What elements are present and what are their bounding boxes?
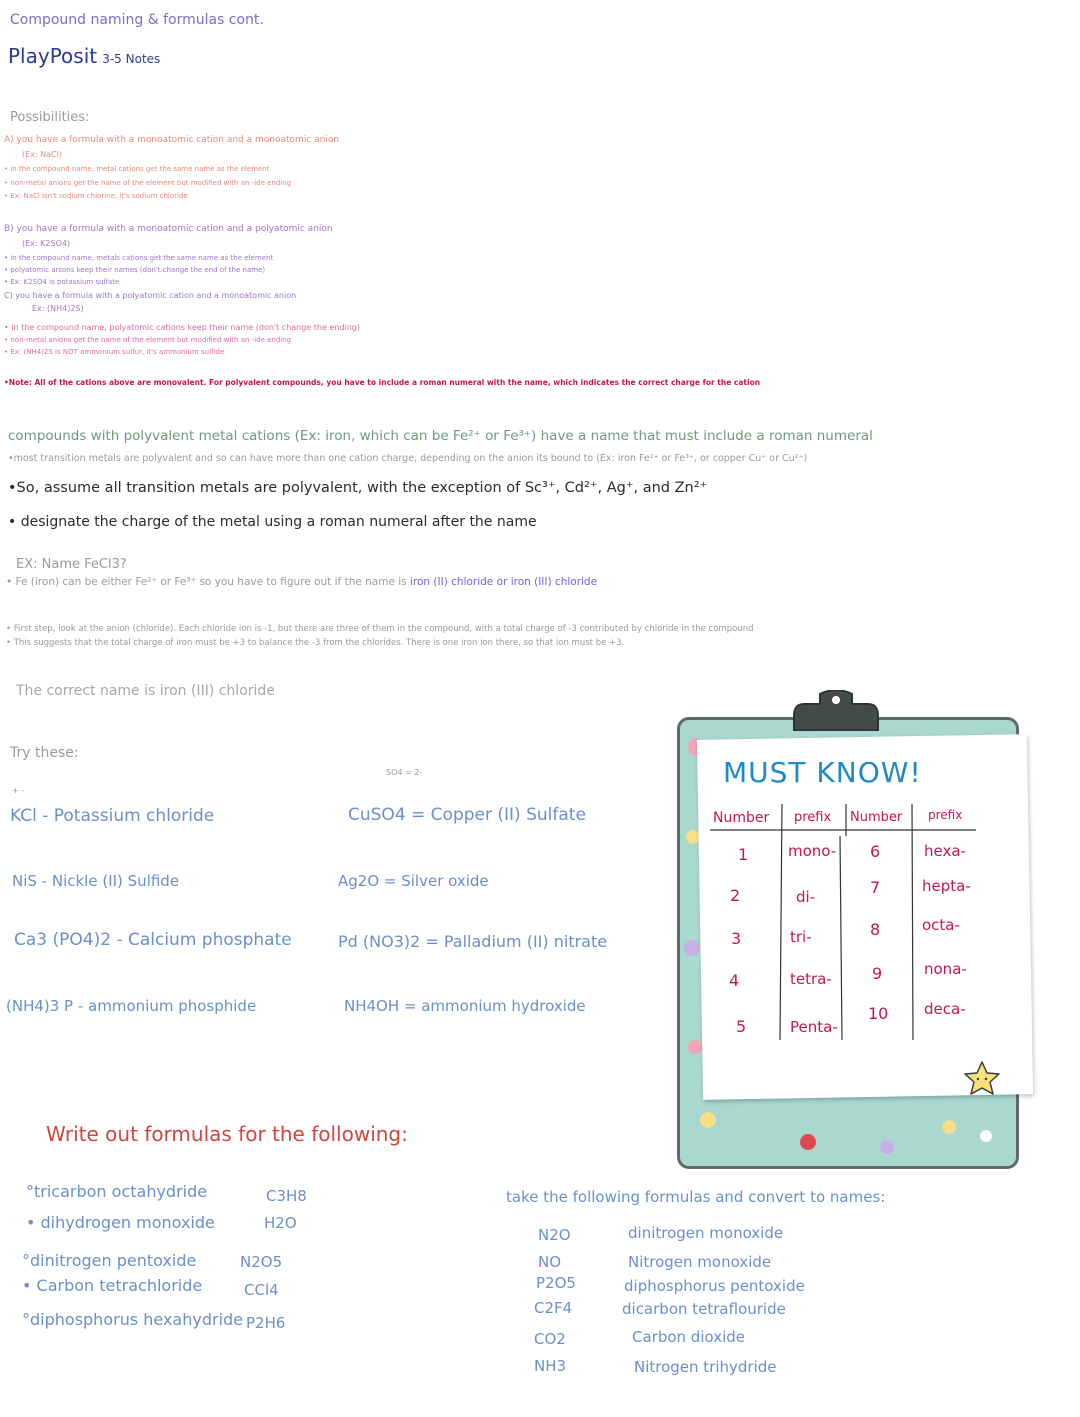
possibility-a-line: • Ex: NaCl isn't sodium chlorine, it's sodium chloride	[4, 192, 188, 200]
example-line-1-highlight: iron (II) chloride or iron (III) chloride	[410, 576, 598, 588]
try-left-item: KCl - Potassium chloride	[10, 806, 215, 826]
write-formula-name: • dihydrogen monoxide	[26, 1213, 215, 1232]
example-line-1	[6, 576, 597, 588]
table-prefix: deca-	[924, 1000, 966, 1018]
convert-name: dicarbon tetraflouride	[622, 1300, 786, 1318]
polka-dot	[688, 1040, 702, 1054]
polyvalent-line-1: compounds with polyvalent metal cations (Ex: iron, which can be Fe²⁺ or Fe³⁺) have a name that must include a roman numeral	[8, 428, 873, 444]
convert-name: Carbon dioxide	[632, 1328, 746, 1346]
possibility-c-line: • Ex: (NH4)2S is NOT ammonium sulfur, it's ammonium sulfide	[4, 348, 225, 356]
try-left-item: NiS - Nickle (II) Sulfide	[12, 872, 180, 890]
write-formula-value: H2O	[264, 1214, 297, 1232]
polka-dot	[684, 940, 700, 956]
convert-name: diphosphorus pentoxide	[624, 1277, 805, 1295]
write-formula-value: CCl4	[244, 1281, 279, 1299]
convert-formula: NH3	[534, 1357, 567, 1375]
convert-formula: CO2	[534, 1330, 566, 1348]
table-prefix: tetra-	[790, 970, 832, 988]
cation-note: •Note: All of the cations above are monovalent. For polyvalent compounds, you have to include a roman numeral with the name, which indicates the correct charge for the cation	[4, 378, 761, 387]
possibility-b-line: • in the compound name, metals cations get the same name as the element	[4, 254, 274, 262]
polka-dot	[942, 1120, 956, 1134]
table-number: 2	[730, 886, 741, 905]
try-right-item: Ag2O = Silver oxide	[338, 872, 489, 890]
convert-formula: C2F4	[534, 1299, 573, 1317]
subtitle-rest: 3-5 Notes	[102, 52, 161, 66]
write-formulas-heading: Write out formulas for the following:	[46, 1122, 408, 1146]
try-left-item: Ca3 (PO4)2 - Calcium phosphate	[14, 930, 292, 950]
write-formula-value: N2O5	[240, 1253, 283, 1271]
write-formula-name: °tricarbon octahydride	[26, 1182, 208, 1201]
page-subtitle	[8, 44, 160, 68]
possibility-c-line: • in the compound name, polyatomic cations keep their name (don't change the ending)	[4, 323, 361, 332]
sulfate-charge-note: SO4 = 2-	[386, 768, 423, 777]
possibility-c-line: Ex: (NH4)2S)	[32, 304, 84, 313]
table-number: 6	[870, 842, 881, 861]
example-line-1-text: • Fe (iron) can be either Fe²⁺ or Fe³⁺ so you have to figure out if the name is	[6, 576, 407, 588]
table-number: 3	[731, 929, 742, 948]
table-number: 1	[738, 845, 749, 864]
try-right-item: Pd (NO3)2 = Palladium (II) nitrate	[338, 932, 608, 951]
possibility-c-line: C) you have a formula with a polyatomic cation and a monoatomic anion	[4, 291, 297, 300]
table-prefix: tri-	[790, 928, 812, 946]
table-prefix: octa-	[922, 916, 960, 934]
convert-name: Nitrogen monoxide	[628, 1253, 772, 1271]
convert-name: dinitrogen monoxide	[628, 1224, 784, 1242]
polyvalent-line-4: • designate the charge of the metal using a roman numeral after the name	[8, 514, 537, 530]
polyvalent-line-3: •So, assume all transition metals are polyvalent, with the exception of Sc³⁺, Cd²⁺, Ag⁺, and Zn²⁺	[8, 480, 708, 496]
write-formula-name: °diphosphorus hexahydride	[22, 1310, 244, 1329]
table-prefix: di-	[796, 888, 816, 906]
example-answer: The correct name is iron (III) chloride	[16, 683, 275, 699]
convert-names-heading: take the following formulas and convert to names:	[506, 1188, 886, 1206]
page-title: Compound naming & formulas cont.	[10, 12, 264, 28]
table-prefix: hexa-	[924, 842, 966, 860]
star-icon	[962, 1060, 1002, 1096]
possibility-b-line: B) you have a formula with a monoatomic cation and a polyatomic anion	[4, 224, 333, 234]
example-line-2: • First step, look at the anion (chloride). Each chloride ion is -1, but there are three of them in the compound, with a total charge of -3 contributed by chloride in the compound	[6, 624, 754, 634]
convert-name: Nitrogen trihydride	[634, 1358, 777, 1376]
polka-dot	[880, 1140, 894, 1154]
try-right-item: CuSO4 = Copper (II) Sulfate	[348, 805, 586, 825]
must-know-title: MUST KNOW!	[723, 756, 922, 789]
write-formula-name: °dinitrogen pentoxide	[22, 1251, 197, 1270]
possibility-b-line: • polyatomic anions keep their names (don't change the end of the name)	[4, 266, 266, 274]
possibility-a-line: • in the compound name, metal cations get the same name as the element	[4, 165, 270, 173]
possibility-a-line: • non-metal anions get the name of the element but modified with an -ide ending	[4, 179, 292, 187]
polyvalent-line-2: •most transition metals are polyvalent and so can have more than one cation charge, depending on the anion its bound to (Ex: iron Fe²⁺ or Fe³⁺, or copper Cu⁺ or Cu²⁺)	[8, 453, 808, 464]
table-prefix: nona-	[924, 960, 967, 978]
possibility-c-line: • non-metal anions get the name of the element but modified with an -ide ending	[4, 336, 292, 344]
possibility-a-line: (Ex: NaCl)	[22, 150, 62, 159]
possibilities-heading: Possibilities:	[10, 110, 90, 125]
try-left-item: (NH4)3 P - ammonium phosphide	[6, 997, 257, 1015]
possibility-a-line: A) you have a formula with a monoatomic cation and a monoatomic anion	[4, 135, 340, 145]
table-prefix: hepta-	[922, 877, 971, 895]
try-right-item: NH4OH = ammonium hydroxide	[344, 997, 586, 1015]
table-header: Number	[850, 810, 903, 825]
convert-formula: P2O5	[536, 1274, 576, 1292]
table-number: 10	[868, 1004, 889, 1023]
table-header: Number	[713, 810, 770, 826]
polka-dot	[800, 1134, 816, 1150]
table-header: prefix	[794, 810, 832, 825]
possibility-b-line: • Ex: K2SO4 is potassium sulfate	[4, 278, 120, 286]
try-these-heading: Try these:	[10, 745, 79, 761]
convert-formula: N2O	[538, 1226, 571, 1244]
prefix-table-grid	[706, 800, 1026, 1050]
table-number: 9	[872, 964, 883, 983]
table-prefix: Penta-	[790, 1018, 838, 1036]
charges-note: + -	[12, 786, 25, 795]
table-number: 7	[870, 878, 881, 897]
table-prefix: mono-	[788, 842, 837, 860]
possibility-b-line: (Ex: K2SO4)	[22, 239, 71, 248]
table-number: 5	[736, 1017, 747, 1036]
write-formula-value: C3H8	[266, 1187, 307, 1205]
write-formula-name: • Carbon tetrachloride	[22, 1276, 203, 1295]
table-number: 4	[729, 971, 740, 990]
write-formula-value: P2H6	[246, 1314, 286, 1332]
table-header: prefix	[928, 808, 963, 822]
example-question: EX: Name FeCl3?	[16, 557, 127, 572]
table-number: 8	[870, 920, 881, 939]
convert-formula: NO	[538, 1253, 562, 1271]
subtitle-main: PlayPosit	[8, 44, 98, 68]
clipboard-clip-icon	[790, 690, 882, 734]
polka-dot	[980, 1130, 992, 1142]
example-line-3: • This suggests that the total charge of iron must be +3 to balance the -3 from the chlorides. There is one iron ion there, so that ion must be +3.	[6, 638, 625, 648]
polka-dot	[700, 1112, 716, 1128]
